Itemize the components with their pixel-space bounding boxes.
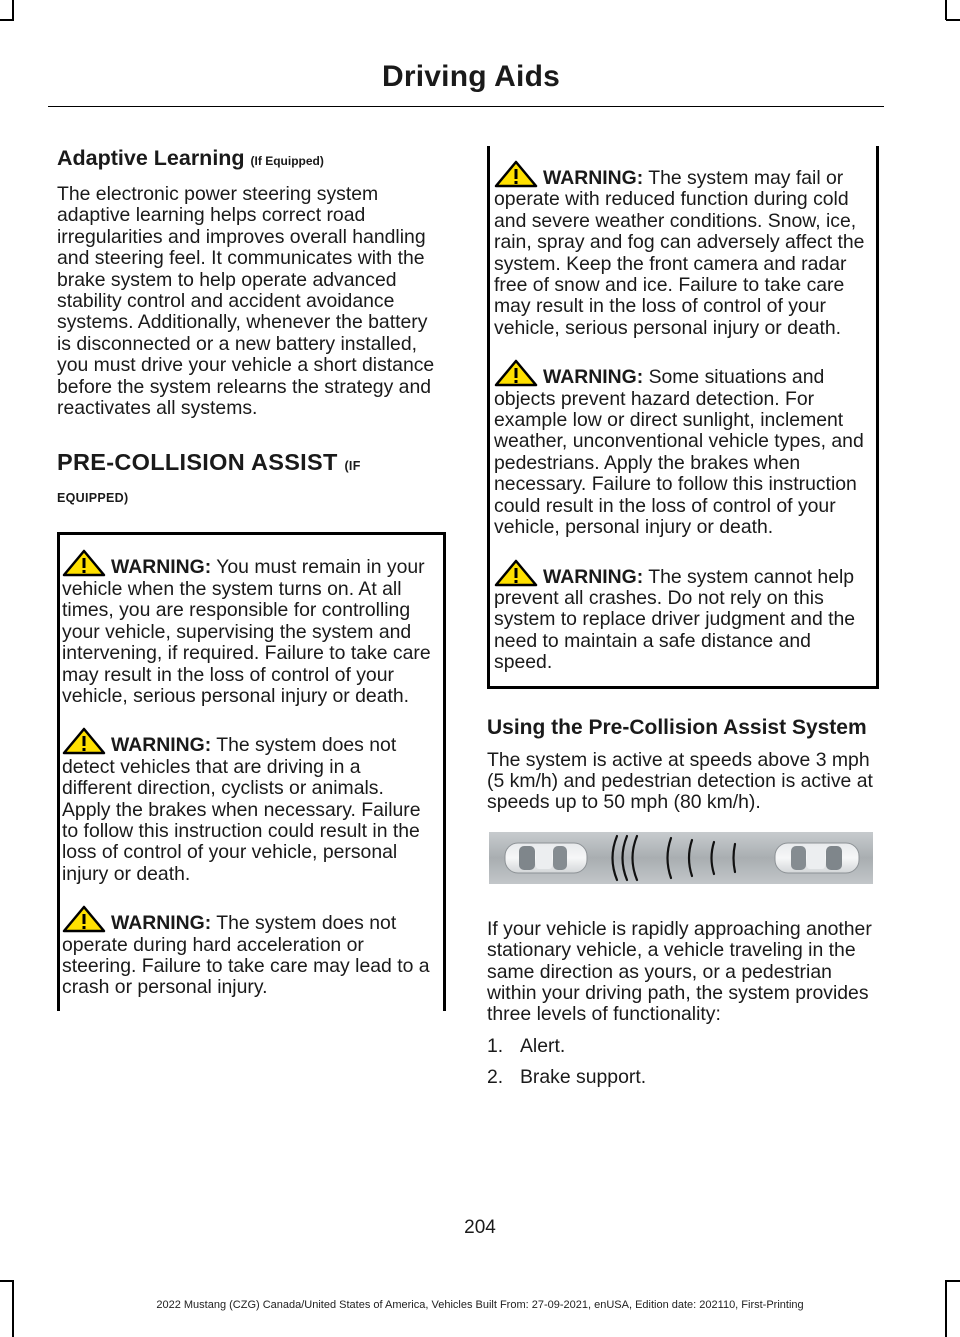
warning-text: The system may fail or operate with reduced function during cold and severe weather conditions. Snow, ice, rain, spray and fog can adversely affect the system. Keep the front camera and radar free of snow and ice. Failure to take care may result in the loss of control of your vehicle, serious personal injury or death.	[494, 167, 865, 339]
pre-collision-illustration	[489, 832, 873, 884]
list-item-number: 2.	[487, 1066, 504, 1089]
header-rule	[48, 106, 884, 107]
using-pca-body-2: If your vehicle is rapidly approaching another stationary vehicle, a vehicle traveling in the same direction as yours, or a pedestrian within your driving path, the system provides three levels of functionality:	[487, 917, 872, 1026]
functionality-levels-list	[487, 1036, 879, 1089]
warning-triangle-icon	[494, 160, 538, 188]
page-header-title: Driving Aids	[382, 60, 560, 93]
warning-label: WARNING:	[111, 912, 212, 935]
adaptive-learning-heading	[57, 146, 446, 173]
adaptive-heading-text: Adaptive Learning	[57, 146, 245, 170]
pca-heading-text: PRE-COLLISION ASSIST	[57, 449, 338, 476]
warning-label: WARNING:	[111, 556, 212, 579]
target-car-icon	[775, 843, 859, 873]
list-item-text: Alert.	[520, 1034, 566, 1057]
warning-triangle-icon	[62, 905, 106, 933]
own-car-icon	[505, 843, 587, 873]
pre-collision-assist-heading	[57, 449, 446, 479]
using-pca-heading: Using the Pre-Collision Assist System	[487, 715, 867, 739]
page-number: 204	[464, 1217, 496, 1238]
warning-text: You must remain in your vehicle when the system turns on. At all times, you are responsible for controlling your vehicle, supervising the system and intervening, if required. Failure to take care may result in the loss of control of your vehicle, serious personal injury or death.	[62, 556, 431, 707]
warning-triangle-icon	[62, 549, 106, 577]
crop-mark	[945, 0, 947, 20]
page-footer: 2022 Mustang (CZG) Canada/United States of America, Vehicles Built From: 27-09-2021, enUSA, Edition date: 202110, First-Printing	[156, 1299, 804, 1311]
adaptive-heading-equipped: (If Equipped)	[250, 154, 324, 168]
warning-triangle-icon	[62, 727, 106, 755]
using-pca-body: The system is active at speeds above 3 mph (5 km/h) and pedestrian detection is active at speeds up to 50 mph (80 km/h).	[487, 748, 873, 814]
crop-mark	[0, 19, 14, 21]
warning-triangle-icon	[494, 359, 538, 387]
crop-mark	[946, 1280, 960, 1282]
list-item	[487, 1067, 879, 1088]
warning-item	[494, 160, 868, 339]
crop-mark	[12, 0, 14, 20]
pca-heading-continued: EQUIPPED)	[57, 491, 129, 506]
right-column	[487, 146, 879, 1089]
pca-heading-equipped: (IF	[344, 459, 361, 474]
warning-label: WARNING:	[543, 366, 644, 389]
warning-triangle-icon	[494, 559, 538, 587]
warning-item	[62, 727, 435, 885]
crop-mark	[946, 19, 960, 21]
warning-item	[62, 549, 435, 707]
list-item	[487, 1036, 879, 1057]
crop-mark	[0, 1280, 14, 1282]
warning-text: The system does not detect vehicles that are driving in a different direction, cyclists or animals. Apply the brakes when necessary. Failure to follow this instruction could result in the loss of control of your vehicle, personal injury or death.	[62, 734, 421, 885]
warning-item	[494, 559, 868, 674]
warning-label: WARNING:	[543, 565, 644, 588]
warning-item	[62, 905, 435, 999]
warning-text: The system cannot help prevent all crashes. Do not rely on this system to replace driver judgment and the need to maintain a safe distance and speed.	[494, 565, 856, 674]
warning-label: WARNING:	[543, 167, 644, 189]
warning-text: The system does not operate during hard acceleration or steering. Failure to take care may lead to a crash or personal injury.	[62, 912, 430, 999]
list-item-number: 1.	[487, 1034, 504, 1057]
warning-box-left	[57, 532, 446, 1010]
warning-box-right	[487, 146, 879, 689]
left-column	[57, 146, 446, 1011]
list-item-text: Brake support.	[520, 1066, 647, 1089]
warning-item	[494, 359, 868, 538]
adaptive-learning-body: The electronic power steering system adaptive learning helps correct road irregularities and improves overall handling and steering feel. It communicates with the brake system to help operate advanced stability control and accident avoidance systems. Additionally, whenever the battery is disconnected or a new battery installed, you must drive your vehicle a short distance before the system relearns the strategy and reactivates all systems.	[57, 183, 435, 420]
warning-label: WARNING:	[111, 734, 212, 757]
warning-text: Some situations and objects prevent hazard detection. For example low or direct sunlight, inclement weather, unconventional vehicle types, and pedestrians. Apply the brakes when necessary. Failure to follow this instruction could result in the loss of control of your vehicle, personal injury or death.	[494, 366, 864, 539]
